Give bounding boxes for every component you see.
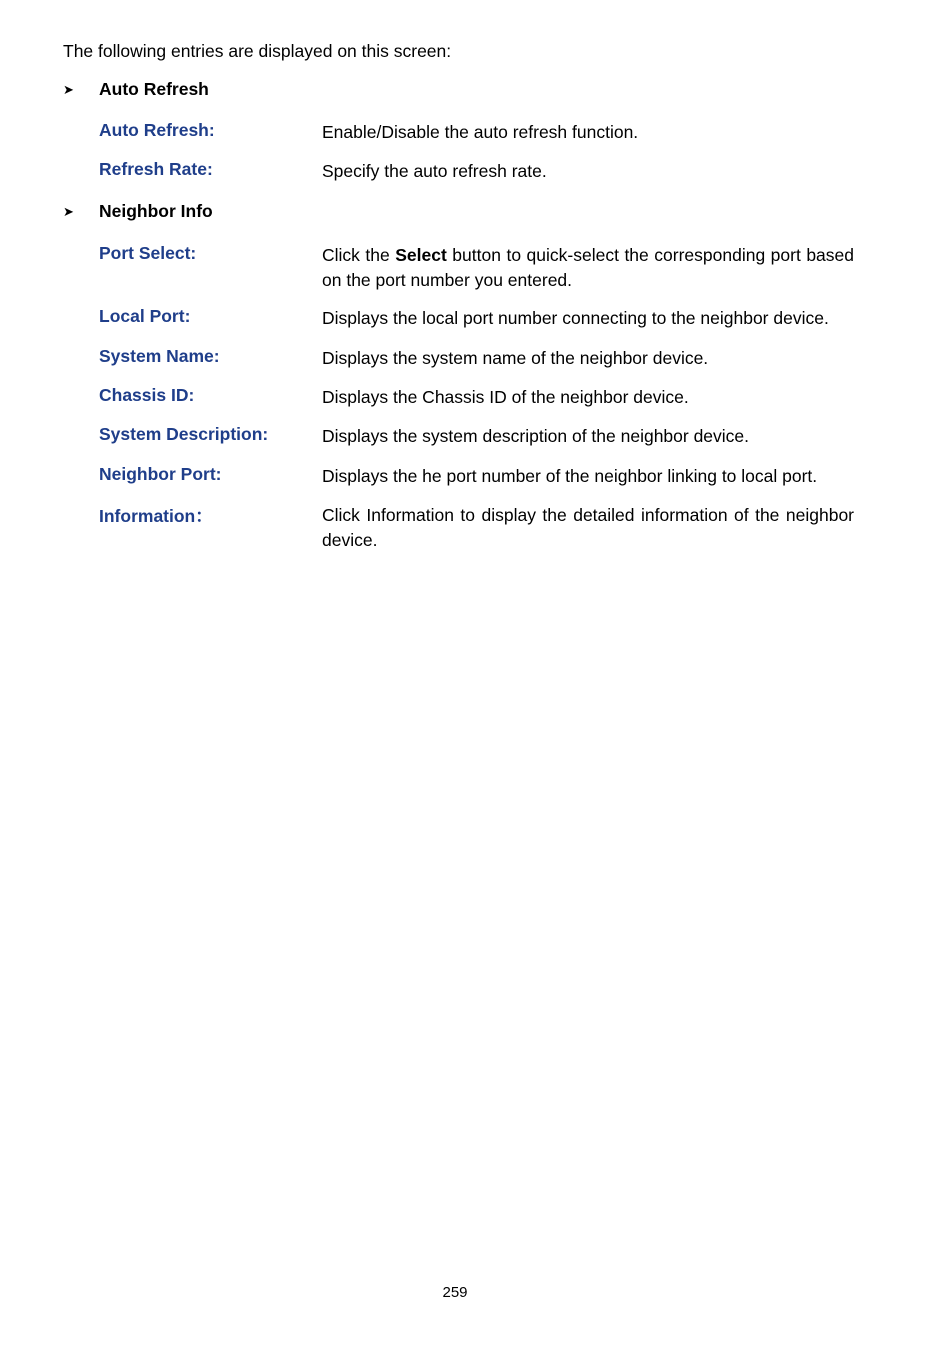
section-title: Neighbor Info xyxy=(99,201,213,221)
section-title: Auto Refresh xyxy=(99,79,209,99)
term-label: Port Select: xyxy=(99,243,197,263)
term-description: Enable/Disable the auto refresh function. xyxy=(322,122,639,142)
desc-text: Click the xyxy=(322,245,396,265)
select-keyword: Select xyxy=(395,245,447,265)
term-label: Refresh Rate: xyxy=(99,159,213,179)
term-description: Displays the he port number of the neighbor linking to local port. xyxy=(322,466,818,486)
section-heading-auto-refresh xyxy=(63,79,209,100)
term-description: Displays the system name of the neighbor device. xyxy=(322,348,709,368)
term-label: System Name: xyxy=(99,346,220,366)
term-label: Neighbor Port: xyxy=(99,464,222,484)
term-description: Displays the local port number connecting to the neighbor device. xyxy=(322,308,829,328)
term-label: Chassis ID: xyxy=(99,385,195,405)
term-label: System Description: xyxy=(99,424,269,444)
section-heading-neighbor-info xyxy=(63,201,213,222)
term-description: Specify the auto refresh rate. xyxy=(322,161,547,181)
term-description xyxy=(322,243,854,292)
desc-text: button to quick-select the corresponding port based on the port number you entered. xyxy=(322,245,855,290)
term-label: Auto Refresh: xyxy=(99,120,215,140)
page-number: 259 xyxy=(442,1284,468,1301)
term-label: Information： xyxy=(99,506,213,526)
arrow-bullet-icon: ➤ xyxy=(63,81,74,97)
term-description: Click Information to display the detailed information of the neighbor device. xyxy=(322,505,854,550)
term-description: Displays the system description of the neighbor device. xyxy=(322,426,750,446)
term-description: Displays the Chassis ID of the neighbor device. xyxy=(322,387,689,407)
arrow-bullet-icon: ➤ xyxy=(63,203,74,219)
term-label: Local Port: xyxy=(99,306,191,326)
intro-text: The following entries are displayed on this screen: xyxy=(63,41,452,61)
